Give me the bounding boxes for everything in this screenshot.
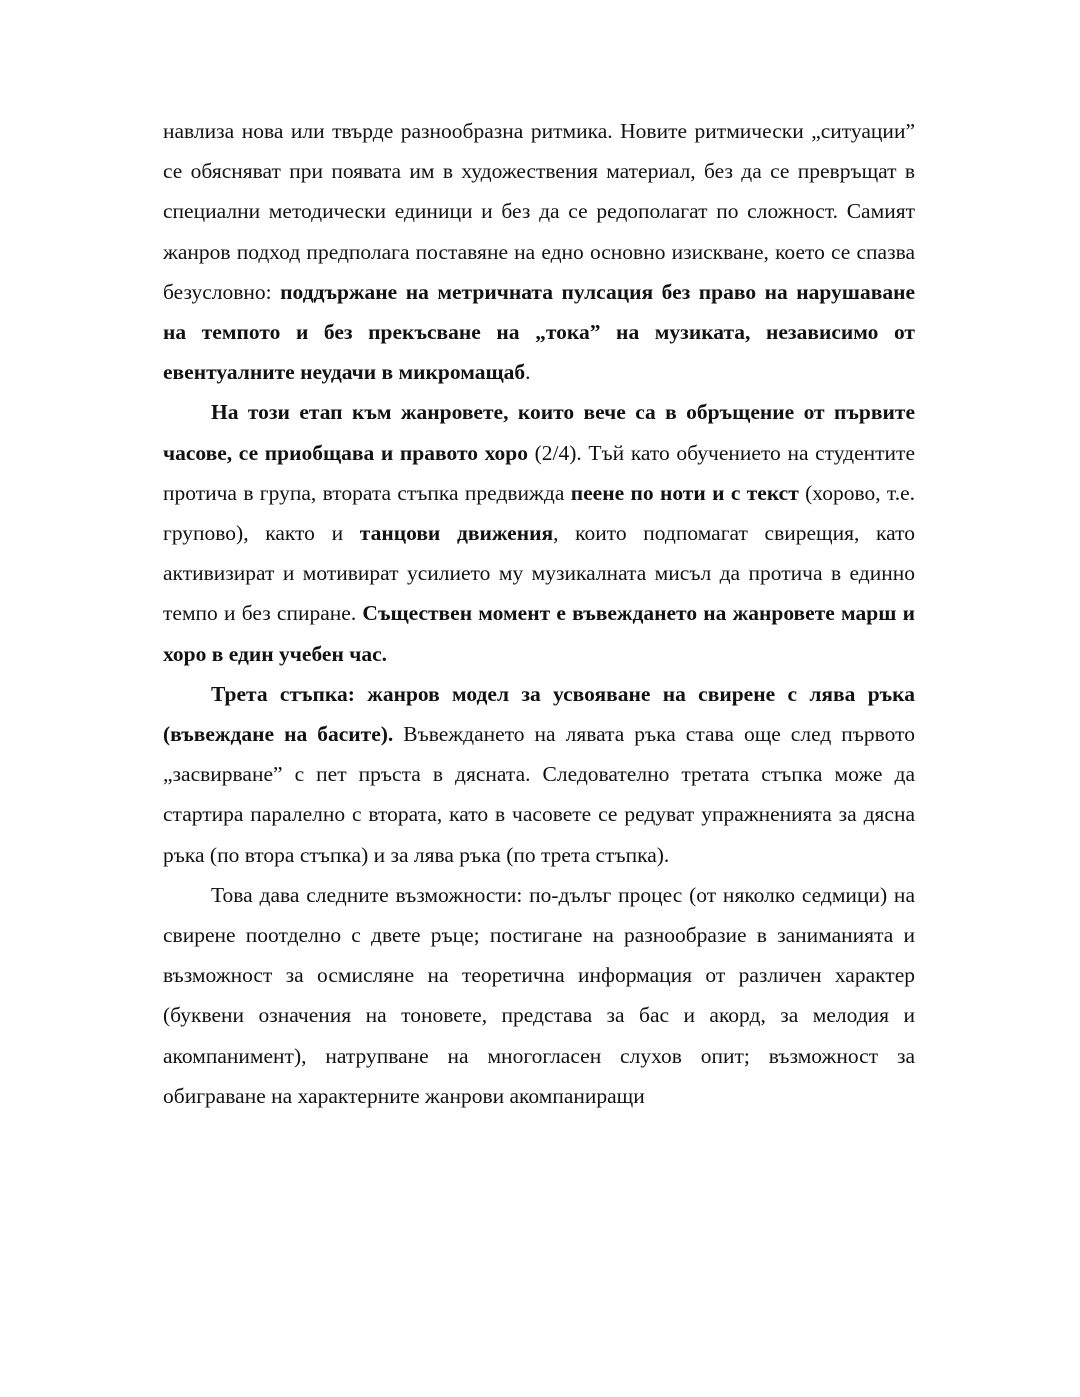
bold-text-run: На този етап към жанровете, които вече са в обръщение от първите часове, се приобщава и правото хоро [163, 400, 915, 465]
bold-text-run: танцови движения [359, 521, 554, 546]
bold-text-run: поддържане на метричната пулсация без право на нарушаване на темпото и без прекъсване на „тока” на музиката, независимо от евентуалните неудачи в микромащаб [163, 279, 915, 385]
text-run: навлиза нова или твърде разнообразна ритмика. Новите ритмически „ситуации” се обясняват при появата им в художествения материал, без да се превръщат в специални методически единици и без да се редополагат по сложност. Самият жанров подход предполага поставяне на едно основно изискване, което се спазва безусловно: [163, 119, 915, 304]
text-run: , които подпомагат свирещия, като активизират и мотивират усилието му музикалната мисъл да протича в единно темпо и без спиране. [163, 521, 915, 626]
document-page [163, 111, 915, 1116]
bold-text-run: пеене по ноти и с текст [570, 480, 799, 505]
paragraph-3 [163, 674, 915, 875]
text-run: Въвеждането на лявата ръка става още след първото „засвирване” с пет пръста в дясната. Следователно третата стъпка може да стартира паралелно с втората, като в часовете се редуват упражненията за дясна ръка (по втора стъпка) и за лява ръка (по трета стъпка). [163, 722, 915, 867]
text-run: . [525, 360, 531, 385]
bold-text-run: Съществен момент е въвеждането на жанровете марш и хоро в един учебен час. [163, 601, 915, 666]
text-run: Това дава следните възможности: по-дълъг процес (от няколко седмици) на свирене поотделно с двете ръце; постигане на разнообразие в заниманията и възможност за осмисляне на теоретична информация от различен характер (буквени означения на тоновете, представа за бас и акорд, за мелодия и акомпанимент), натрупване на многогласен слухов опит; възможност за обиграване на характерните жанрови акомпаниращи [163, 882, 915, 1108]
text-run: (хорово, т.е. групово), както и [163, 480, 916, 546]
paragraph-4 [163, 875, 915, 1116]
paragraph-2 [163, 392, 915, 673]
paragraph-1 [163, 111, 915, 392]
bold-text-run: Трета стъпка: жанров модел за усвояване на свирене с лява ръка (въвеждане на басите). [163, 681, 915, 747]
text-run: (2/4). Тъй като обучението на студентите протича в група, втората стъпка предвижда [163, 440, 915, 505]
